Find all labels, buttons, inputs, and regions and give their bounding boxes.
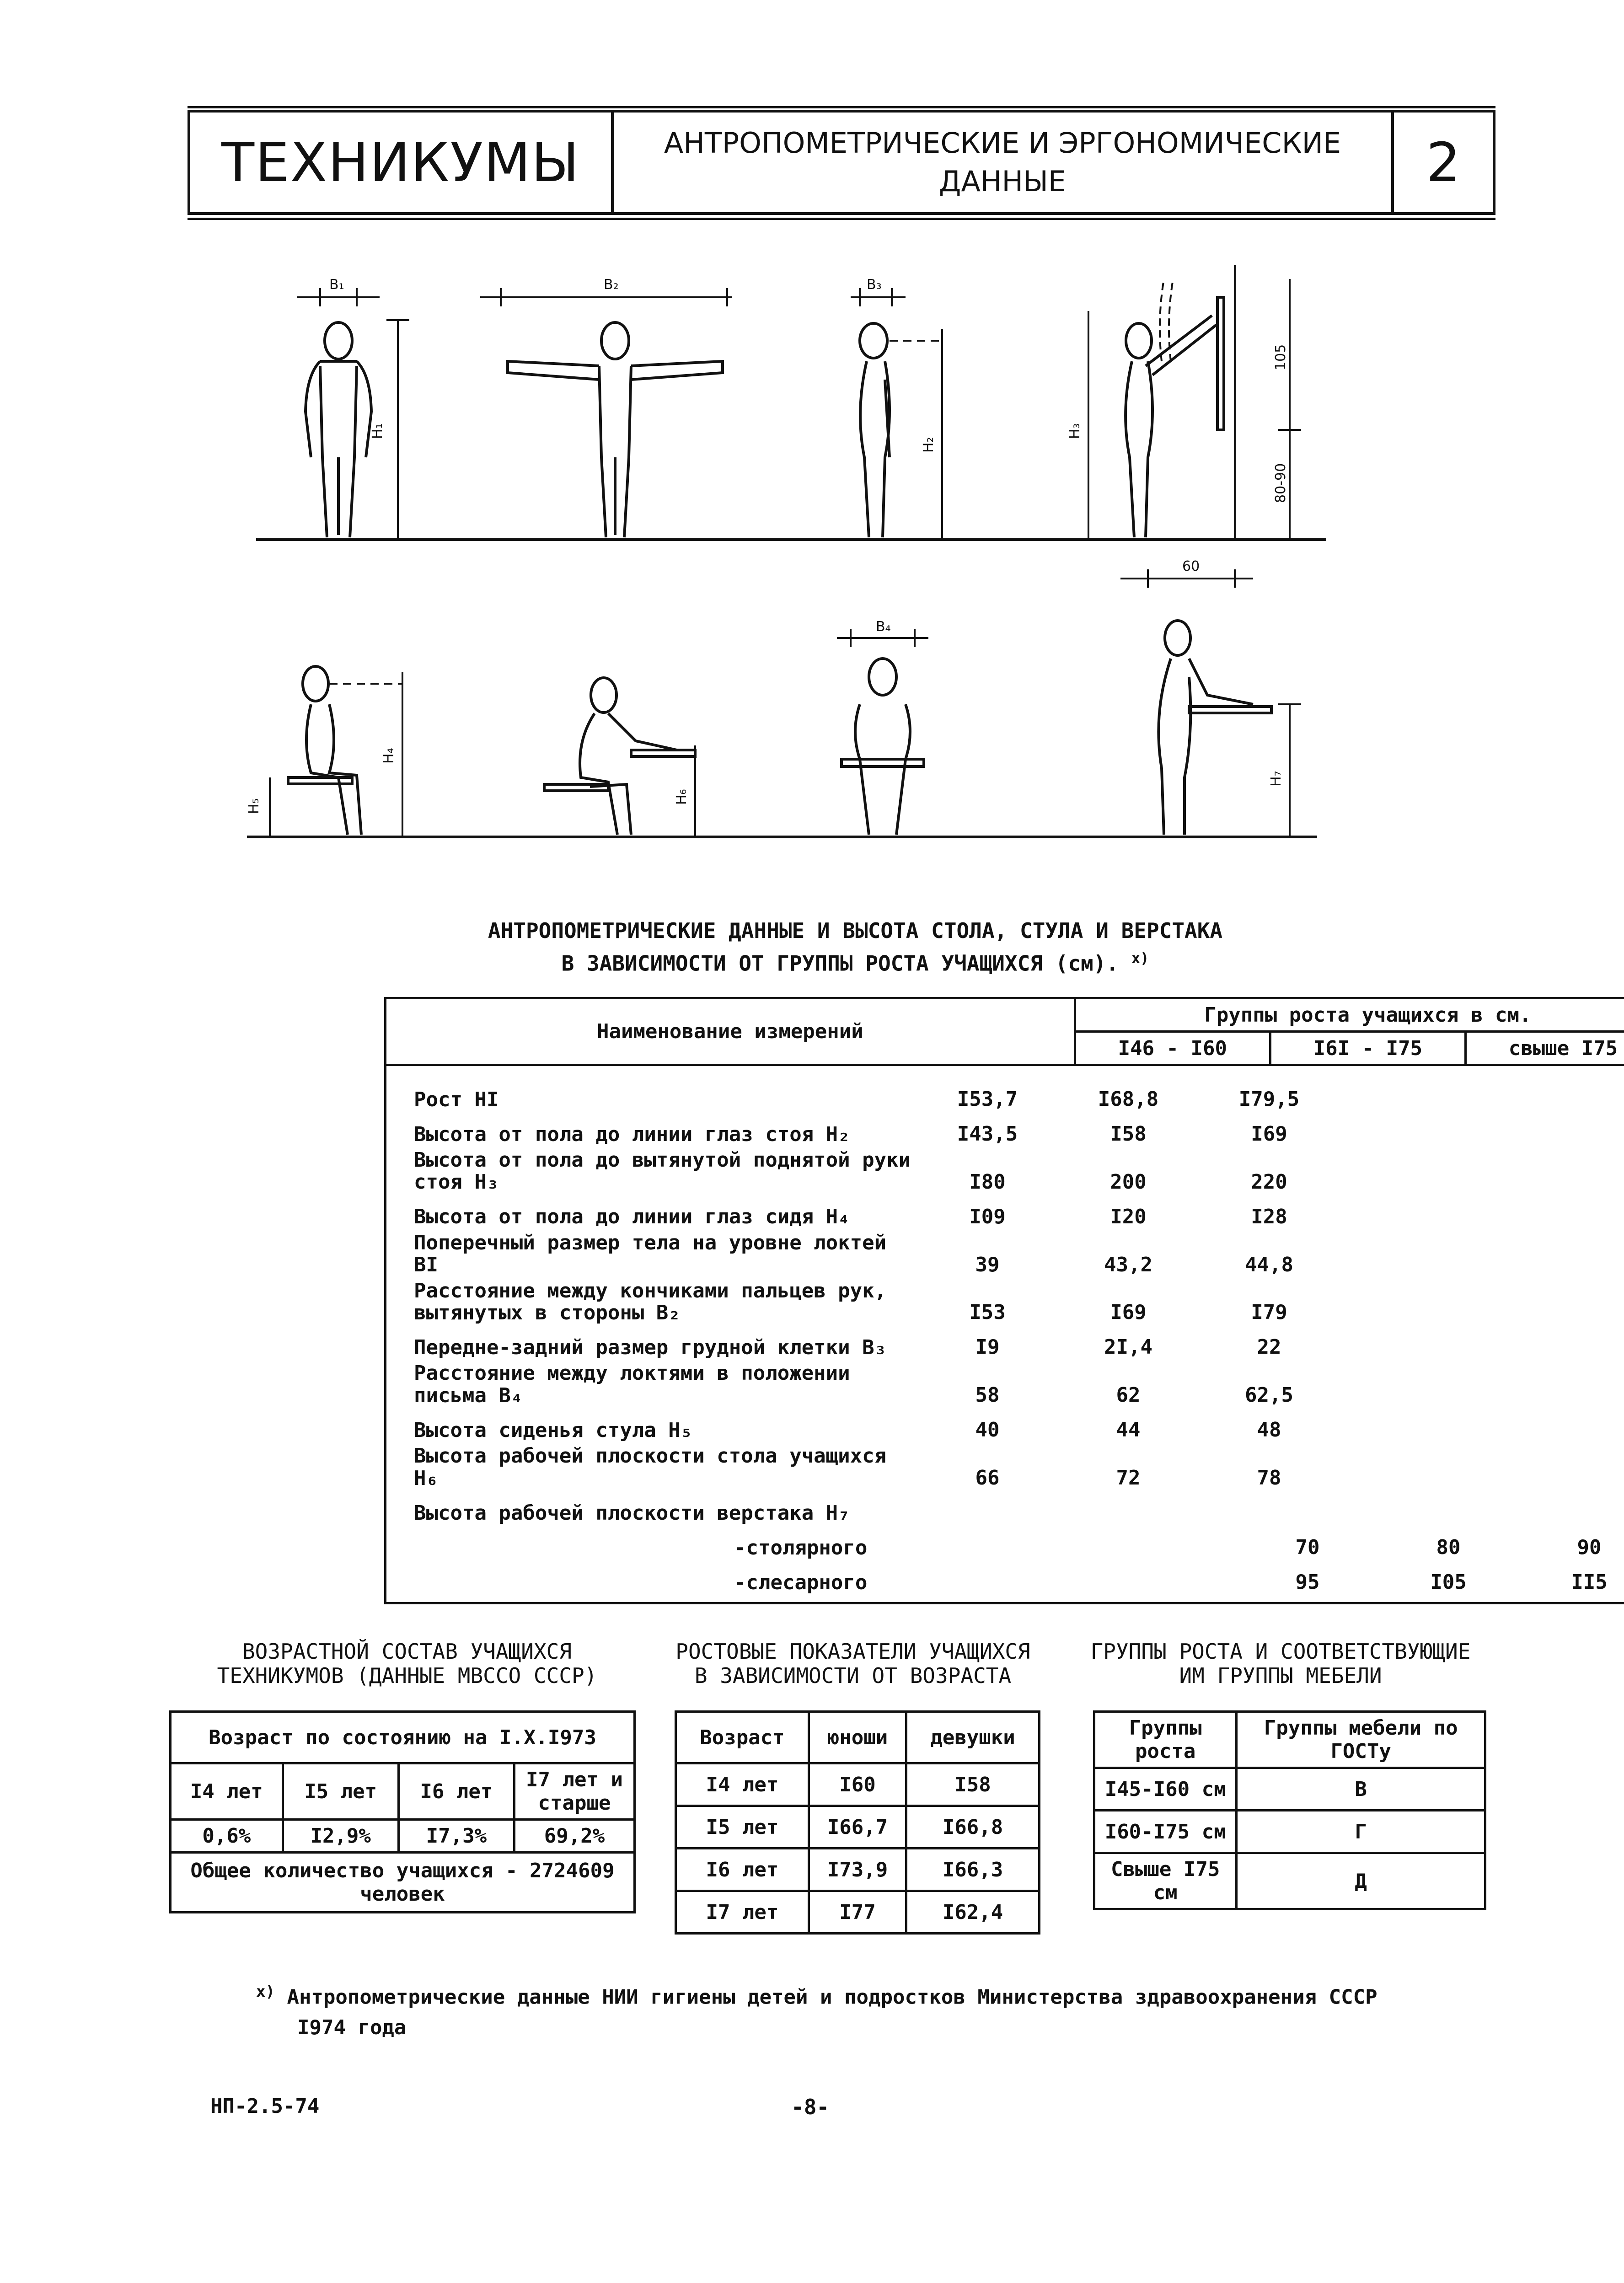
figures-svg <box>0 0 1624 892</box>
furniture-table <box>1093 1710 1486 1910</box>
row-name: Расстояние между кончиками пальцев рук, вытянутых в стороны B₂ <box>414 1279 887 1324</box>
label-h2: H₂ <box>921 437 937 453</box>
caption-line1: АНТРОПОМЕТРИЧЕСКИЕ ДАННЫЕ И ВЫСОТА СТОЛА, СТУЛА И ВЕРСТАКА <box>488 918 1223 943</box>
row-value-3: II5 <box>1571 1570 1608 1594</box>
row-value-3: I79,5 <box>1238 1088 1300 1111</box>
row-name: Высота от пола до линии глаз стоя H₂ <box>414 1122 850 1146</box>
age-table <box>169 1710 636 1913</box>
row-value-1: I53,7 <box>957 1088 1018 1111</box>
share-15: I2,9% <box>283 1820 398 1853</box>
growth-title-line1: РОСТОВЫЕ ПОКАЗАТЕЛИ УЧАЩИХСЯ <box>675 1639 1030 1664</box>
age-15: I5 лет <box>283 1763 398 1820</box>
row-name: Высота рабочей плоскости стола учащихся H₆ <box>414 1444 887 1490</box>
age-14: I4 лет <box>171 1763 283 1820</box>
growth-cell: I62,4 <box>906 1891 1040 1934</box>
col-header-group-3: свыше I75 <box>1465 1032 1624 1065</box>
row-value-1: I09 <box>969 1205 1006 1228</box>
growth-cell: I66,8 <box>906 1806 1040 1849</box>
row-value-2: 200 <box>1110 1170 1147 1194</box>
row-name: -слесарного <box>734 1570 868 1594</box>
row-name: Высота рабочей плоскости верстака H₇ <box>414 1501 850 1525</box>
table-row <box>386 1493 1624 1524</box>
growth-cell: I73,9 <box>809 1849 906 1891</box>
table-row <box>676 1891 1040 1934</box>
anthropometric-figures <box>0 0 1624 892</box>
row-name: Высота от пола до линии глаз сидя H₄ <box>414 1205 850 1229</box>
row-value-3: 62,5 <box>1245 1383 1293 1407</box>
furniture-cell: Свыше I75 см <box>1094 1853 1237 1909</box>
age-title-line2: ТЕХНИКУМОВ (ДАННЫЕ МВССО СССР) <box>217 1663 597 1688</box>
row-value-2: 2I,4 <box>1104 1335 1152 1359</box>
growth-header-2: юноши <box>809 1712 906 1763</box>
row-value-3: I28 <box>1251 1205 1287 1228</box>
label-h3: H₃ <box>1067 423 1083 439</box>
growth-cell: I60 <box>809 1763 906 1806</box>
furniture-cell: I45-I60 см <box>1094 1768 1237 1811</box>
row-value-1: 39 <box>975 1253 1000 1276</box>
row-name: Рост HI <box>414 1088 499 1111</box>
row-value-3: I79 <box>1251 1301 1287 1324</box>
furniture-title-line2: ИМ ГРУППЫ МЕБЕЛИ <box>1179 1663 1382 1688</box>
table-row <box>1094 1768 1485 1811</box>
row-value-3: 78 <box>1257 1466 1281 1490</box>
row-value-2: 43,2 <box>1104 1253 1152 1276</box>
row-value-1: 58 <box>975 1383 1000 1407</box>
figure-seated-writing <box>544 678 695 837</box>
age-table-title <box>178 1640 636 1688</box>
col-header-group-1: I46 - I60 <box>1075 1032 1270 1065</box>
label-h5: H₅ <box>246 798 262 814</box>
age-16: I6 лет <box>398 1763 514 1820</box>
footnote <box>256 1980 1491 2043</box>
row-value-1: 70 <box>1295 1535 1320 1559</box>
footnote-line1: Антропометрические данные НИИ гигиены детей и подростков Министерства здравоохранения СССР <box>287 1985 1377 2009</box>
row-value-2: I58 <box>1110 1122 1147 1146</box>
caption-line2: В ЗАВИСИМОСТИ ОТ ГРУППЫ РОСТА УЧАЩИХСЯ (см). <box>561 951 1119 976</box>
row-value-2: I20 <box>1110 1205 1147 1228</box>
growth-header-3: девушки <box>906 1712 1040 1763</box>
table-row <box>1094 1811 1485 1853</box>
figure-seated-front <box>837 629 928 835</box>
row-value-1: 66 <box>975 1466 1000 1490</box>
row-value-3: 44,8 <box>1245 1253 1293 1276</box>
label-h7: H₇ <box>1268 771 1284 787</box>
table-row <box>386 1080 1624 1111</box>
table-row <box>386 1362 1624 1407</box>
growth-cell: I66,3 <box>906 1849 1040 1891</box>
header-title: ТЕХНИКУМЫ <box>190 113 614 212</box>
table-row <box>1094 1853 1485 1909</box>
label-h4: H₄ <box>381 748 397 764</box>
figure-standing-front <box>297 288 409 540</box>
row-name: -столярного <box>734 1536 868 1560</box>
row-value-1: I80 <box>969 1170 1006 1194</box>
growth-cell: I6 лет <box>676 1849 809 1891</box>
section-number: 2 <box>1426 131 1461 194</box>
row-name: Расстояние между локтями в положении письма B₄ <box>414 1361 850 1407</box>
figure-standing-side <box>851 288 942 540</box>
age-17-plus: I7 лет и старше <box>515 1763 635 1820</box>
table-row <box>676 1849 1040 1891</box>
row-name: Высота сиденья стула H₅ <box>414 1418 693 1442</box>
age-title-line1: ВОЗРАСТНОЙ СОСТАВ УЧАЩИХСЯ <box>242 1639 572 1664</box>
label-h6: H₆ <box>674 789 690 805</box>
anthropometric-table <box>384 997 1624 1604</box>
figure-arms-outstretched <box>480 288 732 537</box>
table-row <box>386 1232 1624 1276</box>
header-subtitle-line1: АНТРОПОМЕТРИЧЕСКИЕ И ЭРГОНОМИЧЕСКИЕ <box>664 126 1341 160</box>
row-value-1: 40 <box>975 1418 1000 1442</box>
page-number: -8- <box>791 2095 830 2119</box>
share-14: 0,6% <box>171 1820 283 1853</box>
table-row <box>386 1115 1624 1146</box>
row-value-1: 95 <box>1295 1570 1320 1594</box>
figure-workbench <box>1158 621 1301 837</box>
share-16: I7,3% <box>398 1820 514 1853</box>
row-value-3: 220 <box>1251 1170 1287 1194</box>
furniture-title-line1: ГРУППЫ РОСТА И СООТВЕТСТВУЮЩИЕ <box>1090 1639 1471 1664</box>
furniture-table-title <box>1070 1640 1491 1688</box>
row-value-3: 48 <box>1257 1418 1281 1442</box>
row-value-2: I05 <box>1430 1570 1467 1594</box>
row-value-1: I43,5 <box>957 1122 1018 1146</box>
furniture-cell: Г <box>1237 1811 1485 1853</box>
table-row <box>386 1410 1624 1442</box>
furniture-cell: Д <box>1237 1853 1485 1909</box>
growth-title-line2: В ЗАВИСИМОСТИ ОТ ВОЗРАСТА <box>694 1663 1012 1688</box>
label-b4: B₄ <box>876 619 891 635</box>
table-row <box>386 1149 1624 1194</box>
table-row <box>386 1280 1624 1324</box>
share-17-plus: 69,2% <box>515 1820 635 1853</box>
table-row <box>386 1445 1624 1490</box>
row-value-1: I53 <box>969 1301 1006 1324</box>
row-value-2: 62 <box>1116 1383 1141 1407</box>
table-row <box>676 1763 1040 1806</box>
growth-cell: I77 <box>809 1891 906 1934</box>
row-value-3: 22 <box>1257 1335 1281 1359</box>
table-row <box>386 1563 1624 1594</box>
table-row <box>676 1806 1040 1849</box>
furniture-cell: I60-I75 см <box>1094 1811 1237 1853</box>
label-dim-80-90: 80-90 <box>1273 463 1289 503</box>
row-value-2: I69 <box>1110 1301 1147 1324</box>
table-row <box>386 1528 1624 1559</box>
col-header-group-2: I6I - I75 <box>1270 1032 1465 1065</box>
age-total: Общее количество учащихся - 2724609 человек <box>171 1853 635 1913</box>
row-value-1: I9 <box>975 1335 1000 1359</box>
footnote-line2: I974 года <box>297 2015 407 2039</box>
col-header-name: Наименование измерений <box>386 998 1075 1065</box>
row-value-2: I68,8 <box>1098 1088 1159 1111</box>
growth-header-1: Возраст <box>676 1712 809 1763</box>
row-value-2: 44 <box>1116 1418 1141 1442</box>
label-dim-60: 60 <box>1182 558 1200 574</box>
growth-table-title <box>659 1640 1047 1688</box>
label-b1: B₁ <box>329 277 344 293</box>
growth-cell: I4 лет <box>676 1763 809 1806</box>
furniture-header-2: Группы мебели по ГОСТу <box>1237 1712 1485 1768</box>
growth-cell: I5 лет <box>676 1806 809 1849</box>
row-value-3: 90 <box>1577 1535 1602 1559</box>
table-row <box>386 1328 1624 1359</box>
growth-cell: I66,7 <box>809 1806 906 1849</box>
table-body <box>386 1065 1624 1603</box>
label-dim-105: 105 <box>1273 344 1289 370</box>
growth-table <box>675 1710 1040 1935</box>
row-name: Высота от пола до вытянутой поднятой руки стоя H₃ <box>414 1148 911 1194</box>
growth-cell: I58 <box>906 1763 1040 1806</box>
furniture-header-1: Группы роста <box>1094 1712 1237 1768</box>
document-code: НП-2.5-74 <box>210 2095 320 2118</box>
caption-mark: х) <box>1131 949 1149 967</box>
label-h1: H₁ <box>370 423 386 439</box>
row-value-2: 72 <box>1116 1466 1141 1490</box>
row-value-3: I69 <box>1251 1122 1287 1146</box>
row-value-2: 80 <box>1436 1535 1461 1559</box>
label-b2: B₂ <box>604 277 619 293</box>
row-name: Передне-задний размер грудной клетки B₃ <box>414 1335 887 1359</box>
row-name: Поперечный размер тела на уровне локтей BI <box>414 1231 887 1277</box>
label-b3: B₃ <box>867 277 882 293</box>
table-row <box>386 1197 1624 1228</box>
furniture-cell: В <box>1237 1768 1485 1811</box>
growth-cell: I7 лет <box>676 1891 809 1934</box>
age-table-head: Возраст по состоянию на I.X.I973 <box>171 1712 635 1763</box>
main-table-caption <box>375 915 1335 980</box>
header-subtitle-line2: ДАННЫЕ <box>939 165 1066 198</box>
footnote-mark: х) <box>256 1983 275 2001</box>
col-header-groups: Группы роста учащихся в см. <box>1075 998 1624 1032</box>
